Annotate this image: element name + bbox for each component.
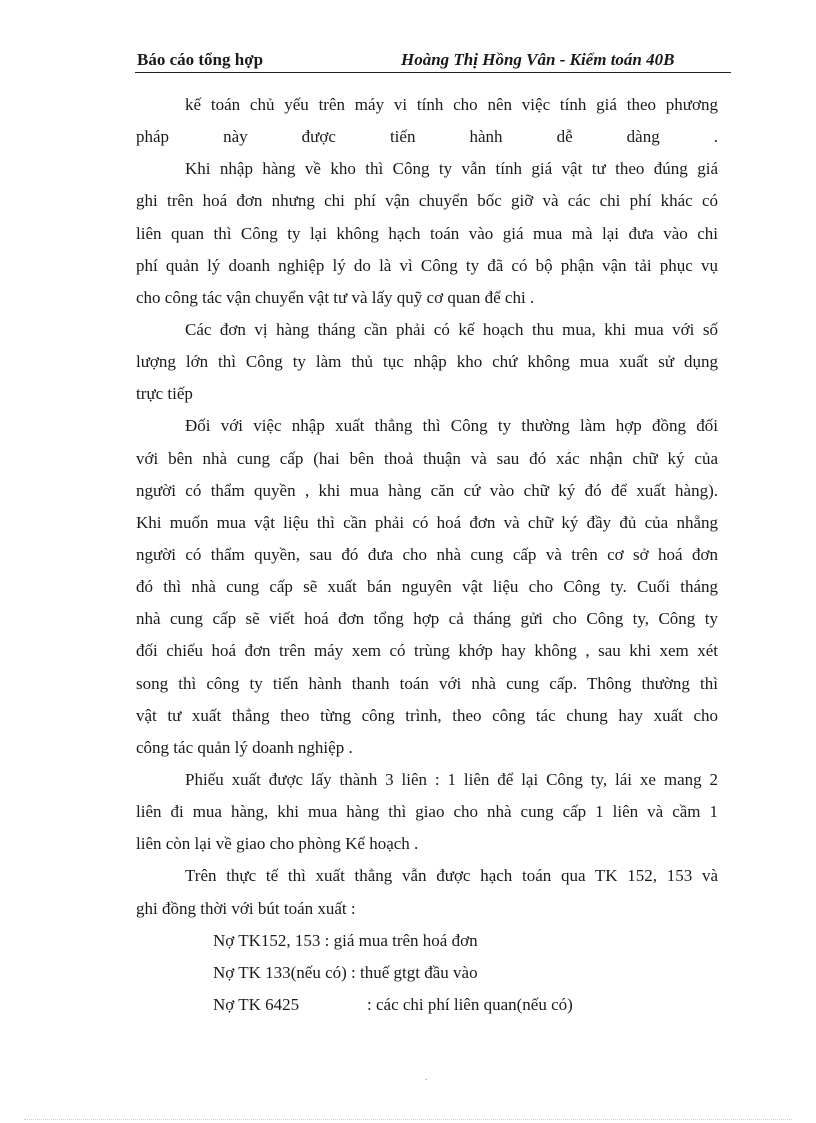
text-line: người có thẩm quyền , khi mua hàng căn cứ vào chữ ký đó để xuất hàng). (136, 480, 718, 500)
text-line: ghi đồng thời với bút toán xuất : (136, 898, 356, 918)
text-line: nhà cung cấp sẽ viết hoá đơn tổng hợp cả tháng gửi cho Công ty, Công ty (136, 609, 718, 629)
text-line: với bên nhà cung cấp (hai bên thoả thuận và sau đó xác nhận chữ ký của (136, 448, 718, 468)
text-line: phí quản lý doanh nghiệp lý do là vì Công ty đã có bộ phận vận tải phục vụ (136, 255, 718, 275)
text-line: đó thì nhà cung cấp sẽ xuất bán nguyên vật liệu cho Công ty. Cuối tháng (136, 577, 718, 597)
text-line: người có thẩm quyền, sau đó đưa cho nhà cung cấp và trên cơ sở hoá đơn (136, 544, 718, 564)
journal-entry-text: Nợ TK152, 153 : giá mua trên hoá đơn (213, 930, 478, 950)
text-line: liên còn lại về giao cho phòng Kế hoạch . (136, 834, 419, 854)
text-line: Khi muốn mua vật liệu thì cần phải có hoá đơn và chữ ký đầy đủ của nhẵng (136, 512, 718, 532)
header-title: Báo cáo tổng hợp (137, 50, 264, 69)
page-header (135, 48, 731, 73)
page-bottom-rule (24, 1119, 792, 1120)
text-line: vật tư xuất thẳng theo từng công trình, theo công tác chung hay xuất cho (136, 705, 718, 725)
text-line: liên quan thì Công ty lại không hạch toán vào giá mua mà lại đưa vào chi (136, 223, 718, 243)
page-footer-mark: . (425, 1072, 428, 1083)
text-line: Phiếu xuất được lấy thành 3 liên : 1 liên để lại Công ty, lái xe mang 2 (185, 769, 718, 789)
journal-entry-text: Nợ TK 133(nếu có) : thuế gtgt đầu vào (213, 962, 478, 982)
text-line: Đối với việc nhập xuất thẳng thì Công ty thường làm hợp đồng đối (185, 416, 718, 436)
text-line: Khi nhập hàng về kho thì Công ty vẫn tính giá vật tư theo đúng giá (185, 159, 718, 179)
journal-entry (136, 991, 718, 1023)
header-author: Hoàng Thị Hồng Vân - Kiểm toán 40B (401, 50, 675, 69)
text-line: đối chiếu hoá đơn trên máy xem có trùng khớp hay không , sau khi xem xét (136, 641, 718, 661)
text-line: lượng lớn thì Công ty làm thủ tục nhập kho chứ không mua xuất sử dụng (136, 352, 718, 372)
text-line: cho công tác vận chuyển vật tư và lấy quỹ cơ quan để chi . (136, 287, 535, 307)
text-line: kế toán chủ yếu trên máy vi tính cho nên việc tính giá theo phương (185, 95, 718, 114)
text-line: ghi trên hoá đơn nhưng chi phí vận chuyển bốc giỡ và các chi phí khác có (136, 191, 718, 211)
journal-entry (136, 959, 718, 991)
document-body (136, 91, 718, 1023)
text-line: Các đơn vị hàng tháng cần phải có kế hoạch thu mua, khi mua với số (185, 319, 718, 339)
text-line: công tác quản lý doanh nghiệp . (136, 737, 353, 757)
text-line: trực tiếp (136, 384, 193, 404)
text-line: pháp này được tiến hành dễ dàng . (136, 127, 718, 147)
journal-entry-desc: : các chi phí liên quan(nếu có) (367, 994, 573, 1014)
text-line: liên đi mua hàng, khi mua hàng thì giao cho nhà cung cấp 1 liên và cầm 1 (136, 802, 718, 822)
text-line: song thì công ty tiến hành thanh toán với nhà cung cấp. Thông thường thì (136, 673, 718, 693)
journal-entry (136, 927, 718, 959)
text-line: Trên thực tế thì xuất thẳng vẫn được hạch toán qua TK 152, 153 và (185, 866, 718, 886)
journal-entry-account: Nợ TK 6425 (213, 994, 300, 1014)
